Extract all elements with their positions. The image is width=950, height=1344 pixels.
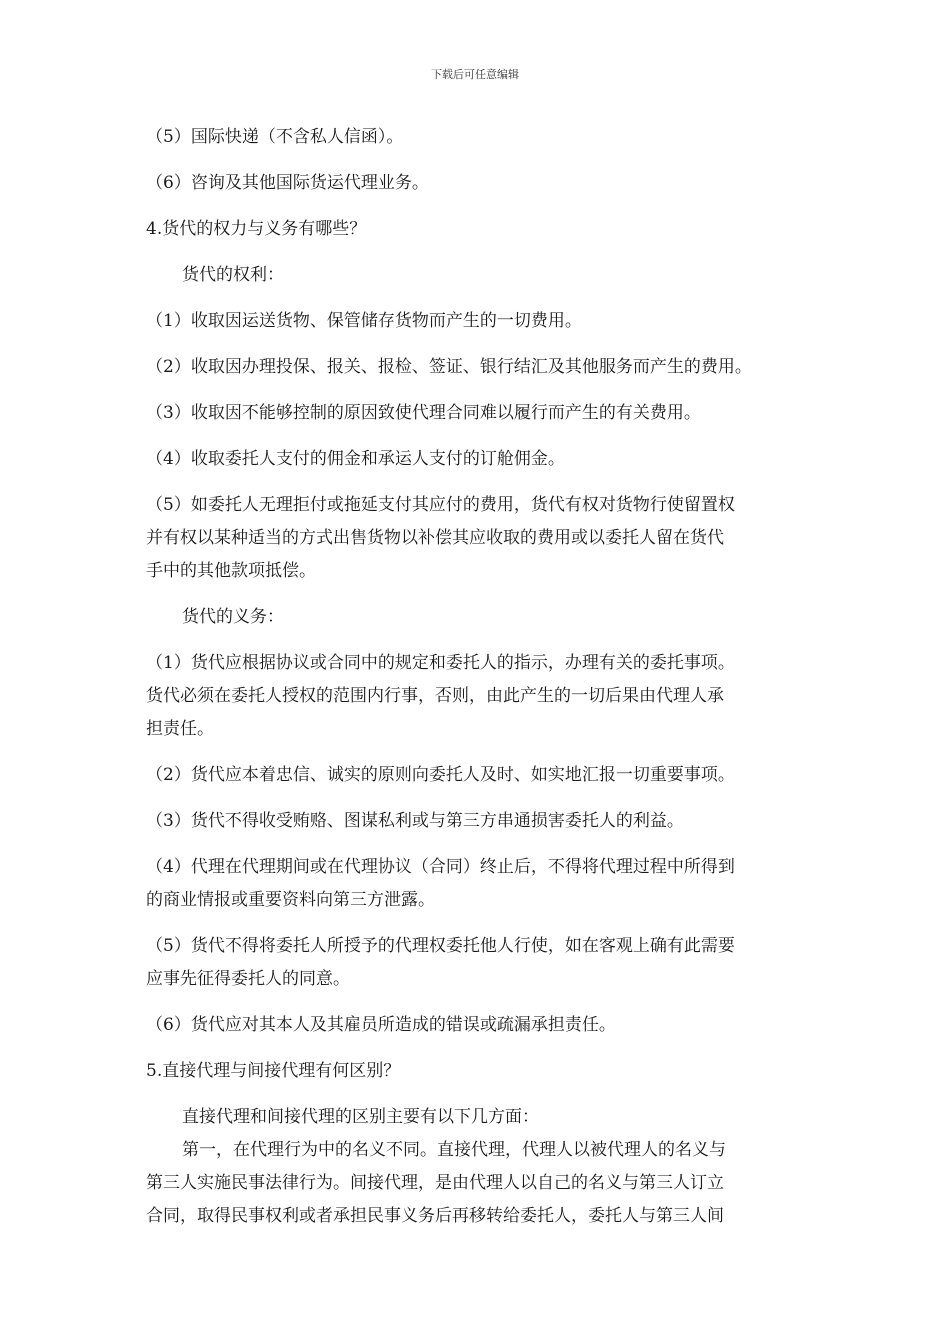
- paragraph-line: （2）收取因办理投保、报关、报检、签证、银行结汇及其他服务而产生的费用。: [146, 357, 752, 377]
- paragraph-line: 合同，取得民事权利或者承担民事义务后再移转给委托人，委托人与第三人间: [146, 1206, 724, 1226]
- paragraph-line: （2）货代应本着忠信、诚实的原则向委托人及时、如实地汇报一切重要事项。: [146, 765, 735, 785]
- paragraph-line: 货代的义务：: [182, 607, 284, 627]
- paragraph: [146, 1055, 826, 1088]
- paragraph: [146, 1101, 826, 1134]
- paragraph: [146, 601, 826, 634]
- paragraph-line: 并有权以某种适当的方式出售货物以补偿其应收取的费用或以委托人留在货代: [146, 528, 724, 548]
- paragraph-line: 的商业情报或重要资料向第三方泄露。: [146, 890, 435, 910]
- paragraph-line: 货代必须在委托人授权的范围内行事，否则，由此产生的一切后果由代理人承: [146, 686, 724, 706]
- paragraph-line: （5）货代不得将委托人所授予的代理权委托他人行使，如在客观上确有此需要: [146, 936, 735, 956]
- paragraph-line: 担责任。: [146, 719, 214, 739]
- paragraph-line: （4）代理在代理期间或在代理协议（合同）终止后，不得将代理过程中所得到: [146, 857, 735, 877]
- paragraph: [146, 397, 826, 430]
- paragraph-line: （1）收取因运送货物、保管储存货物而产生的一切费用。: [146, 311, 582, 331]
- paragraph: [146, 489, 826, 588]
- paragraph: [146, 213, 826, 246]
- paragraph: [146, 121, 826, 154]
- document-body: [146, 121, 826, 1246]
- paragraph: [146, 851, 826, 917]
- paragraph: [146, 930, 826, 996]
- paragraph-line: 4.货代的权力与义务有哪些？: [146, 219, 367, 239]
- paragraph-line: （5）如委托人无理拒付或拖延支付其应付的费用，货代有权对货物行使留置权: [146, 495, 735, 515]
- paragraph-line: 应事先征得委托人的同意。: [146, 969, 350, 989]
- paragraph-line: 手中的其他款项抵偿。: [146, 561, 316, 581]
- paragraph-line: （3）货代不得收受贿赂、图谋私利或与第三方串通损害委托人的利益。: [146, 811, 684, 831]
- paragraph: [146, 1134, 826, 1233]
- paragraph-line: （6）咨询及其他国际货运代理业务。: [146, 173, 429, 193]
- paragraph-line: （1）货代应根据协议或合同中的规定和委托人的指示，办理有关的委托事项。: [146, 653, 735, 673]
- paragraph-line: 第一，在代理行为中的名义不同。直接代理，代理人以被代理人的名义与: [182, 1140, 726, 1160]
- paragraph: [146, 351, 826, 384]
- paragraph: [146, 443, 826, 476]
- paragraph: [146, 305, 826, 338]
- paragraph: [146, 805, 826, 838]
- paragraph: [146, 759, 826, 792]
- paragraph-line: 直接代理和间接代理的区别主要有以下几方面：: [182, 1107, 539, 1127]
- paragraph-line: （3）收取因不能够控制的原因致使代理合同难以履行而产生的有关费用。: [146, 403, 701, 423]
- paragraph-line: （4）收取委托人支付的佣金和承运人支付的订舱佣金。: [146, 449, 565, 469]
- paragraph: [146, 1009, 826, 1042]
- paragraph: [146, 167, 826, 200]
- paragraph-line: 第三人实施民事法律行为。间接代理，是由代理人以自己的名义与第三人订立: [146, 1173, 724, 1193]
- paragraph-line: （5）国际快递（不含私人信函）。: [146, 127, 404, 147]
- page-header: 下载后可任意编辑: [431, 68, 519, 81]
- paragraph: [146, 259, 826, 292]
- paragraph-line: 5.直接代理与间接代理有何区别？: [146, 1061, 401, 1081]
- paragraph-line: 货代的权利：: [182, 265, 284, 285]
- paragraph: [146, 647, 826, 746]
- paragraph-line: （6）货代应对其本人及其雇员所造成的错误或疏漏承担责任。: [146, 1015, 616, 1035]
